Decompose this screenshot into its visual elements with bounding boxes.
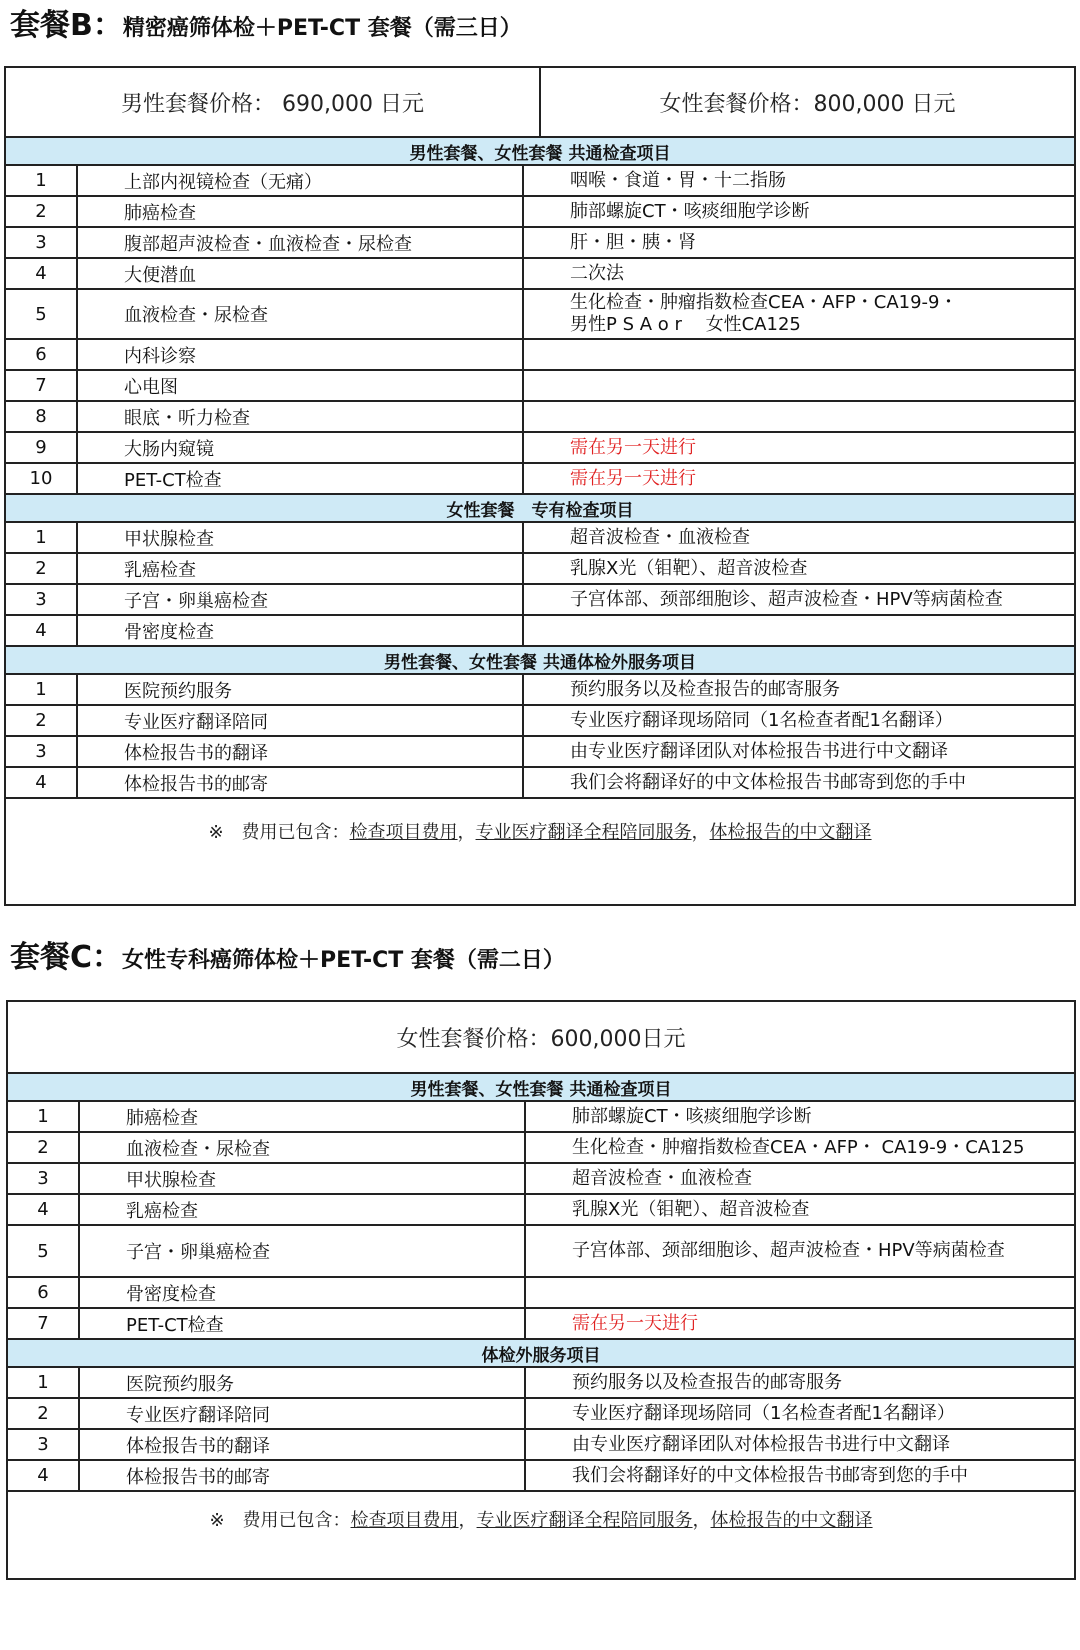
row-number: 4 — [6, 768, 78, 797]
row-number: 4 — [8, 1195, 80, 1224]
package-b-fee-note — [6, 799, 1074, 863]
fee-note-prefix: ※ 费用已包含： — [208, 822, 350, 843]
fee-note-item: 体检报告的中文翻译 — [709, 822, 872, 843]
table-row — [6, 616, 1074, 647]
row-number: 4 — [6, 259, 78, 288]
item-name: 肺癌检查 — [78, 197, 524, 226]
table-row — [6, 290, 1074, 340]
row-number: 6 — [8, 1278, 80, 1307]
table-row — [6, 675, 1074, 706]
row-number: 1 — [6, 166, 78, 195]
item-detail: 预约服务以及检查报告的邮寄服务 — [570, 678, 840, 700]
row-number: 2 — [6, 197, 78, 226]
item-name: 子宫・卵巢癌检查 — [80, 1226, 526, 1276]
row-number: 3 — [6, 737, 78, 766]
item-name: 肺癌检查 — [80, 1102, 526, 1131]
row-number: 3 — [6, 585, 78, 614]
table-row — [8, 1430, 1074, 1461]
male-price: 男性套餐价格： 690,000 日元 — [121, 91, 424, 117]
package-b-title-prefix: 套餐B： — [10, 8, 123, 43]
item-name: 骨密度检查 — [78, 616, 524, 645]
item-detail: 专业医疗翻译现场陪同（1名检查者配1名翻译） — [572, 1402, 955, 1424]
row-number: 3 — [8, 1430, 80, 1459]
item-name: 骨密度检查 — [80, 1278, 526, 1307]
section-header: 女性套餐 专有检查项目 — [6, 495, 1074, 523]
row-number: 5 — [6, 290, 78, 338]
item-detail: 我们会将翻译好的中文体检报告书邮寄到您的手中 — [572, 1464, 968, 1486]
female-price: 女性套餐价格：800,000 日元 — [539, 68, 1074, 136]
table-row — [6, 433, 1074, 464]
item-name: 乳癌检查 — [80, 1195, 526, 1224]
item-name: 腹部超声波检查・血液检查・尿检查 — [78, 228, 524, 257]
item-name: 心电图 — [78, 371, 524, 400]
table-row — [8, 1309, 1074, 1340]
table-row — [6, 259, 1074, 290]
table-row — [6, 554, 1074, 585]
item-name: 体检报告书的翻译 — [80, 1430, 526, 1459]
fee-note-item: 检查项目费用 — [349, 822, 458, 843]
row-number: 6 — [6, 340, 78, 369]
row-number: 7 — [8, 1309, 80, 1338]
item-name: 大肠内窥镜 — [78, 433, 524, 462]
table-row — [6, 340, 1074, 371]
item-name: 体检报告书的邮寄 — [80, 1461, 526, 1490]
table-row — [8, 1278, 1074, 1309]
row-number: 2 — [6, 554, 78, 583]
row-number: 10 — [6, 464, 78, 493]
row-number: 3 — [6, 228, 78, 257]
item-detail: 肺部螺旋CT・咳痰细胞学诊断 — [570, 200, 810, 222]
item-name: 内科诊察 — [78, 340, 524, 369]
table-row — [6, 197, 1074, 228]
row-number: 7 — [6, 371, 78, 400]
item-detail: 需在另一天进行 — [572, 1312, 698, 1334]
item-name: 乳癌检查 — [78, 554, 524, 583]
item-detail: 乳腺X光（钼靶）、超音波检查 — [572, 1198, 810, 1220]
item-name: 专业医疗翻译陪同 — [78, 706, 524, 735]
item-detail: 专业医疗翻译现场陪同（1名检查者配1名翻译） — [570, 709, 953, 731]
item-name: 甲状腺检查 — [78, 523, 524, 552]
female-price: 女性套餐价格：600,000日元 — [396, 1026, 686, 1052]
item-detail-line: 男性P S A o r 女性CA125 — [570, 314, 801, 335]
package-c-fee-note — [8, 1492, 1074, 1546]
package-b-title — [10, 0, 522, 44]
table-row — [6, 768, 1074, 799]
table-row — [6, 371, 1074, 402]
table-row — [8, 1461, 1074, 1492]
package-b-title-text: 精密癌筛体检＋PET-CT 套餐（需三日） — [122, 16, 522, 41]
row-number: 1 — [8, 1368, 80, 1397]
item-name: PET-CT检查 — [80, 1309, 526, 1338]
item-detail — [524, 616, 1074, 645]
item-detail: 由专业医疗翻译团队对体检报告书进行中文翻译 — [572, 1433, 950, 1455]
item-name: 体检报告书的翻译 — [78, 737, 524, 766]
item-detail: 生化检查・肿瘤指数检查CEA・AFP・ CA19-9・CA125 — [572, 1136, 1025, 1158]
item-name: 眼底・听力检查 — [78, 402, 524, 431]
table-row — [8, 1133, 1074, 1164]
fee-note-item: 体检报告的中文翻译 — [710, 1510, 873, 1531]
fee-note-sep: ， — [457, 822, 476, 843]
item-detail: 二次法 — [570, 262, 624, 284]
table-row — [8, 1399, 1074, 1430]
item-name: 专业医疗翻译陪同 — [80, 1399, 526, 1428]
row-number: 9 — [6, 433, 78, 462]
item-name: 体检报告书的邮寄 — [78, 768, 524, 797]
item-name: 医院预约服务 — [80, 1368, 526, 1397]
item-detail: 由专业医疗翻译团队对体检报告书进行中文翻译 — [570, 740, 948, 762]
package-b-table — [4, 66, 1076, 906]
item-detail: 我们会将翻译好的中文体检报告书邮寄到您的手中 — [570, 771, 966, 793]
row-number: 1 — [8, 1102, 80, 1131]
item-detail: 肝・胆・胰・肾 — [570, 231, 696, 253]
package-c-title — [10, 932, 565, 976]
package-b-price-row — [6, 68, 1074, 138]
item-detail — [524, 340, 1074, 369]
row-number: 8 — [6, 402, 78, 431]
package-c-table — [6, 1000, 1076, 1580]
row-number: 4 — [6, 616, 78, 645]
item-detail: 预约服务以及检查报告的邮寄服务 — [572, 1371, 842, 1393]
item-detail — [524, 371, 1074, 400]
item-detail: 超音波检查・血液检查 — [570, 526, 750, 548]
item-name: 血液检查・尿检查 — [78, 290, 524, 338]
item-name: 血液检查・尿检查 — [80, 1133, 526, 1162]
item-name: 子宫・卵巢癌检查 — [78, 585, 524, 614]
table-row — [8, 1195, 1074, 1226]
section-header: 男性套餐、女性套餐 共通体检外服务项目 — [6, 647, 1074, 675]
table-row — [6, 706, 1074, 737]
item-detail: 咽喉・食道・胃・十二指肠 — [570, 169, 786, 191]
table-row — [6, 166, 1074, 197]
item-detail: 乳腺X光（钼靶）、超音波检查 — [570, 557, 808, 579]
fee-note-item: 专业医疗翻译全程陪同服务 — [476, 1510, 693, 1531]
item-detail: 超音波检查・血液检查 — [572, 1167, 752, 1189]
row-number: 5 — [8, 1226, 80, 1276]
item-detail: 子宫体部、颈部细胞诊、超声波检查・HPV等病菌检查 — [572, 1240, 1005, 1262]
row-number: 1 — [6, 523, 78, 552]
table-row — [6, 523, 1074, 554]
fee-note-sep: ， — [691, 822, 710, 843]
package-c-price-row — [8, 1002, 1074, 1074]
package-c-title-text: 女性专科癌筛体检＋PET-CT 套餐（需二日） — [122, 948, 565, 973]
fee-note-item: 检查项目费用 — [350, 1510, 459, 1531]
table-row — [6, 402, 1074, 433]
item-name: 甲状腺检查 — [80, 1164, 526, 1193]
table-row — [6, 585, 1074, 616]
item-detail — [524, 402, 1074, 431]
item-detail: 需在另一天进行 — [570, 436, 696, 458]
item-detail: 需在另一天进行 — [570, 467, 696, 489]
item-name: PET-CT检查 — [78, 464, 524, 493]
item-detail — [526, 1278, 1074, 1307]
row-number: 2 — [8, 1133, 80, 1162]
table-row — [6, 228, 1074, 259]
item-detail — [524, 290, 1074, 338]
table-row — [6, 737, 1074, 768]
table-row — [8, 1368, 1074, 1399]
row-number: 4 — [8, 1461, 80, 1490]
table-row — [8, 1164, 1074, 1195]
row-number: 3 — [8, 1164, 80, 1193]
table-row — [8, 1226, 1074, 1278]
fee-note-item: 专业医疗翻译全程陪同服务 — [475, 822, 692, 843]
item-detail-line: 生化检查・肿瘤指数检查CEA・AFP・CA19-9・ — [570, 292, 958, 314]
row-number: 1 — [6, 675, 78, 704]
package-c-title-prefix: 套餐C： — [10, 940, 123, 975]
item-detail: 子宫体部、颈部细胞诊、超声波检查・HPV等病菌检查 — [570, 588, 1003, 610]
section-header: 男性套餐、女性套餐 共通检查项目 — [6, 138, 1074, 166]
item-name: 大便潜血 — [78, 259, 524, 288]
fee-note-sep: ， — [692, 1510, 711, 1531]
row-number: 2 — [6, 706, 78, 735]
fee-note-sep: ， — [458, 1510, 477, 1531]
row-number: 2 — [8, 1399, 80, 1428]
section-header: 男性套餐、女性套餐 共通检查项目 — [8, 1074, 1074, 1102]
fee-note-prefix: ※ 费用已包含： — [209, 1510, 351, 1531]
table-row — [8, 1102, 1074, 1133]
item-name: 医院预约服务 — [78, 675, 524, 704]
item-detail: 肺部螺旋CT・咳痰细胞学诊断 — [572, 1105, 812, 1127]
section-header: 体检外服务项目 — [8, 1340, 1074, 1368]
table-row — [6, 464, 1074, 495]
item-name: 上部内视镜检查（无痛） — [78, 166, 524, 195]
